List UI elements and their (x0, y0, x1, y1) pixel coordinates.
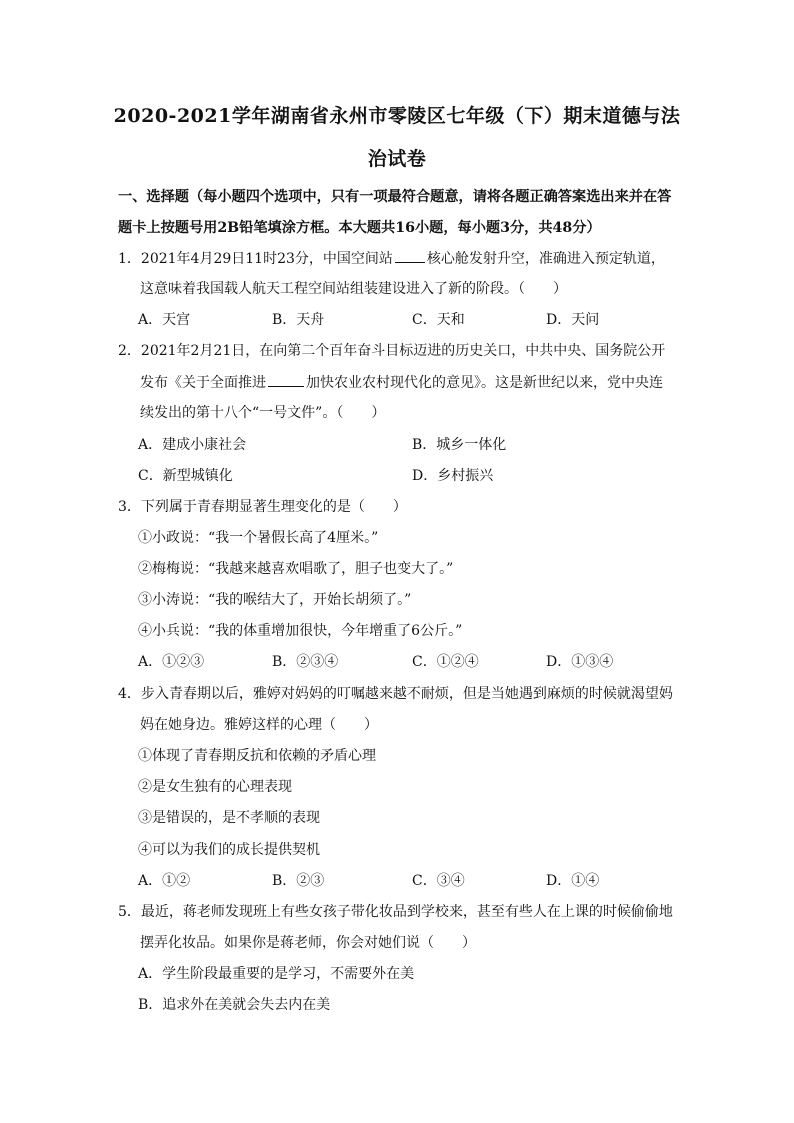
question-3-stem: 3．下列属于青春期显著生理变化的是（ ） (118, 499, 407, 515)
option-d: D．乡村振兴 (412, 468, 494, 484)
question-2-options-row-2 (138, 466, 698, 486)
question-2-stem-line-2: 发布《关于全面推进 加快农业农村现代化的意见》。这是新世纪以来，党中央连 (140, 372, 663, 393)
question-4-item-2: ②是女生独有的心理表现 (138, 779, 292, 795)
option-c: C．①②④ (412, 654, 479, 670)
option-b: B．城乡一体化 (412, 437, 507, 453)
option-d: D．天问 (546, 312, 600, 328)
option-d: D．①③④ (546, 654, 614, 670)
question-3-options (138, 652, 698, 672)
question-5-stem-line-2: 摆弄化妆品。如果你是蒋老师，你会对她们说（ ） (140, 935, 476, 951)
exam-title-line-1: 2020-2021学年湖南省永州市零陵区七年级（下）期末道德与法 (113, 105, 681, 127)
option-a: A．建成小康社会 (138, 437, 247, 453)
question-3-item-4: ④小兵说：“我的体重增加很快，今年增重了6公斤。” (138, 623, 463, 639)
option-c: C．天和 (412, 312, 465, 328)
question-4-item-3: ③是错误的，是不孝顺的表现 (138, 810, 320, 826)
question-4-item-1: ①体现了青春期反抗和依赖的矛盾心理 (138, 748, 376, 764)
question-3-item-2: ②梅梅说：“我越来越喜欢唱歌了，胆子也变大了。” (138, 561, 454, 577)
question-3-item-1: ①小政说：“我一个暑假长高了4厘米。” (138, 530, 379, 546)
question-3-item-3: ③小涛说：“我的喉结大了，开始长胡须了。” (138, 592, 412, 608)
answer-blank (268, 372, 304, 387)
question-1-stem-line-2: 这意味着我国载人航天工程空间站组装建设进入了新的阶段。（ ） (140, 281, 567, 297)
option-a: A．天宫 (138, 312, 191, 328)
option-b: B．②③④ (272, 654, 339, 670)
option-b: B．天舟 (272, 312, 325, 328)
question-2-stem-line-3: 续发出的第十八个“一号文件”。（ ） (140, 405, 386, 421)
option-b: B．②③ (272, 873, 325, 889)
question-5-option-a: A．学生阶段最重要的是学习，不需要外在美 (138, 966, 415, 982)
option-c: C．新型城镇化 (138, 468, 233, 484)
option-a: A．①②③ (138, 654, 205, 670)
option-d: D．①④ (546, 873, 600, 889)
question-2-options-row-1 (138, 435, 698, 455)
option-a: A．①② (138, 873, 191, 889)
question-5-option-b: B．追求外在美就会失去内在美 (138, 997, 331, 1013)
section-heading-line-2: 题卡上按题号用2B铅笔填涂方框。本大题共16小题，每小题3分，共48分） (118, 220, 601, 236)
question-1-options (138, 310, 698, 330)
question-4-stem-line-2: 妈在她身边。雅婷这样的心理（ ） (140, 717, 378, 733)
question-5-stem-line-1: 5．最近，蒋老师发现班上有些女孩子带化妆品到学校来，甚至有些人在上课的时候偷偷地 (118, 904, 673, 920)
exam-title-line-2: 治试卷 (367, 148, 427, 170)
question-4-options (138, 871, 698, 891)
section-heading-line-1: 一、选择题（每小题四个选项中，只有一项最符合题意，请将各题正确答案选出来并在答 (118, 189, 672, 205)
question-4-stem-line-1: 4．步入青春期以后，雅婷对妈妈的叮嘱越来越不耐烦，但是当她遇到麻烦的时候就渴望妈 (118, 686, 673, 702)
question-2-stem-line-1: 2．2021年2月21日，在向第二个百年奋斗目标迈进的历史关口，中共中央、国务院公开 (118, 343, 666, 359)
question-1-stem-line-1: 1．2021年4月29日11时23分，中国空间站 核心舱发射升空，准确进入预定轨道， (118, 248, 665, 269)
question-4-item-4: ④可以为我们的成长提供契机 (138, 842, 320, 858)
option-c: C．③④ (412, 873, 465, 889)
answer-blank (395, 248, 425, 263)
